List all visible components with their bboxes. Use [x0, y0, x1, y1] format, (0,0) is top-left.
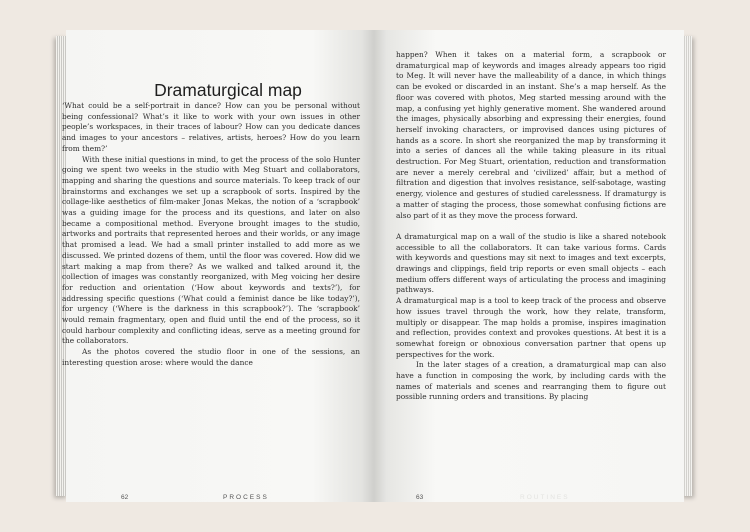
right-running-head-showthrough: ROUTINES: [520, 494, 570, 501]
paragraph: In the later stages of a creation, a dramaturgical map can also have a function in composing the work, by including cards with the names of materials and scenes and rearranging them to figure out possible running orders and transitions. By placing: [396, 360, 666, 402]
paragraph: A dramaturgical map on a wall of the studio is like a shared notebook accessible to all the collaborators. It can take various forms. Cards with keywords and questions may sit next to images and text excerpts, drawings and clippings, field trip reports or even small objects – each medium offers different ways of articulating the process and imagining pathways.: [396, 231, 666, 295]
paragraph: A dramaturgical map is a tool to keep track of the process and observe how issues travel through the work, how they relate, transform, multiply or disappear. The map holds a promise, inspires imagination and reflection, provides context and provokes questions. At best it is a somewhat foreign or obnoxious conversation partner that opens up perspectives for the work.: [396, 296, 666, 359]
paragraph: With these initial questions in mind, to get the process of the solo Hunter going we spent two weeks in the studio with Meg Stuart and collaborators, mapping and sharing the questions and source materials. To keep track of our brainstorms and exchanges we set up a scrapbook of sorts. Inspired by the collage-like aesthetics of film-maker Jonas Mekas, the notion of a ‘scrapbook’ was a guiding image for the process and its questions, and later on also became a compositional method. Everyone brought images to the studio, artworks and portraits that represented heroes and their worlds, or any image that promised a lead. We had a small printer installed to add more as we discussed. We printed dozens of them, until the floor was covered. How did we start making a map from there? As we walked and talked around it, the collection of images was constantly reorganized, with Meg voicing her desire for reduction and orientation (‘How about keywords and texts?’), for addressing specific questions (‘What could a feminist dance be like today?’), for urgency (‘Where is the darkness in this scrapbook?’). The ‘scrapbook’ would remain fragmentary, open and fluid until the end of the process, so it could harbour complexity and conflicting ideas, serve as a meeting ground for the collaborators.: [62, 154, 360, 346]
left-body-text: [62, 101, 360, 369]
right-body-text: [396, 50, 666, 403]
left-running-head: PROCESS: [223, 494, 269, 501]
paragraph: ‘What could be a self-portrait in dance? How can you be personal without being confessional? What’s it like to work with your own issues in other people’s workspaces, in their traces of labour? How can you dedicate dances and images to your ancestors – relatives, artists, heroes? How do you learn from them?’: [62, 101, 360, 153]
paragraph: As the photos covered the studio floor in one of the sessions, an interesting question arose: where would the dance: [62, 347, 360, 367]
right-folio: 63: [416, 494, 424, 501]
page-title: Dramaturgical map: [154, 79, 302, 100]
paragraph: happen? When it takes on a material form, a scrapbook or dramaturgical map of keywords and images already appears too rigid to Meg. It will never have the malleability of a dance, in which things can be evoked or discarded in an instant. She’s a map herself. As the floor was covered with photos, Meg started messing around with the map, a confusing yet highly generative moment. She wandered around the images, physically absorbing and expressing their energies, found herself invoking characters, or improvised dances using pictures of hands as a score. In short she reorganized the map by transforming it into a series of dances all the while taking pleasure in its ritual destruction. For Meg Stuart, orientation, reduction and transformation are never a merely cerebral and ‘civilized’ affair, but a method of filtration and digestion that involves resistance, self-sabotage, wasting energy, violence and gestures of studied carelessness. If dramaturgy is a matter of staging the process, those somewhat confusing fictions are also part of it as they move the process forward.: [396, 50, 666, 220]
left-folio: 62: [121, 494, 129, 501]
